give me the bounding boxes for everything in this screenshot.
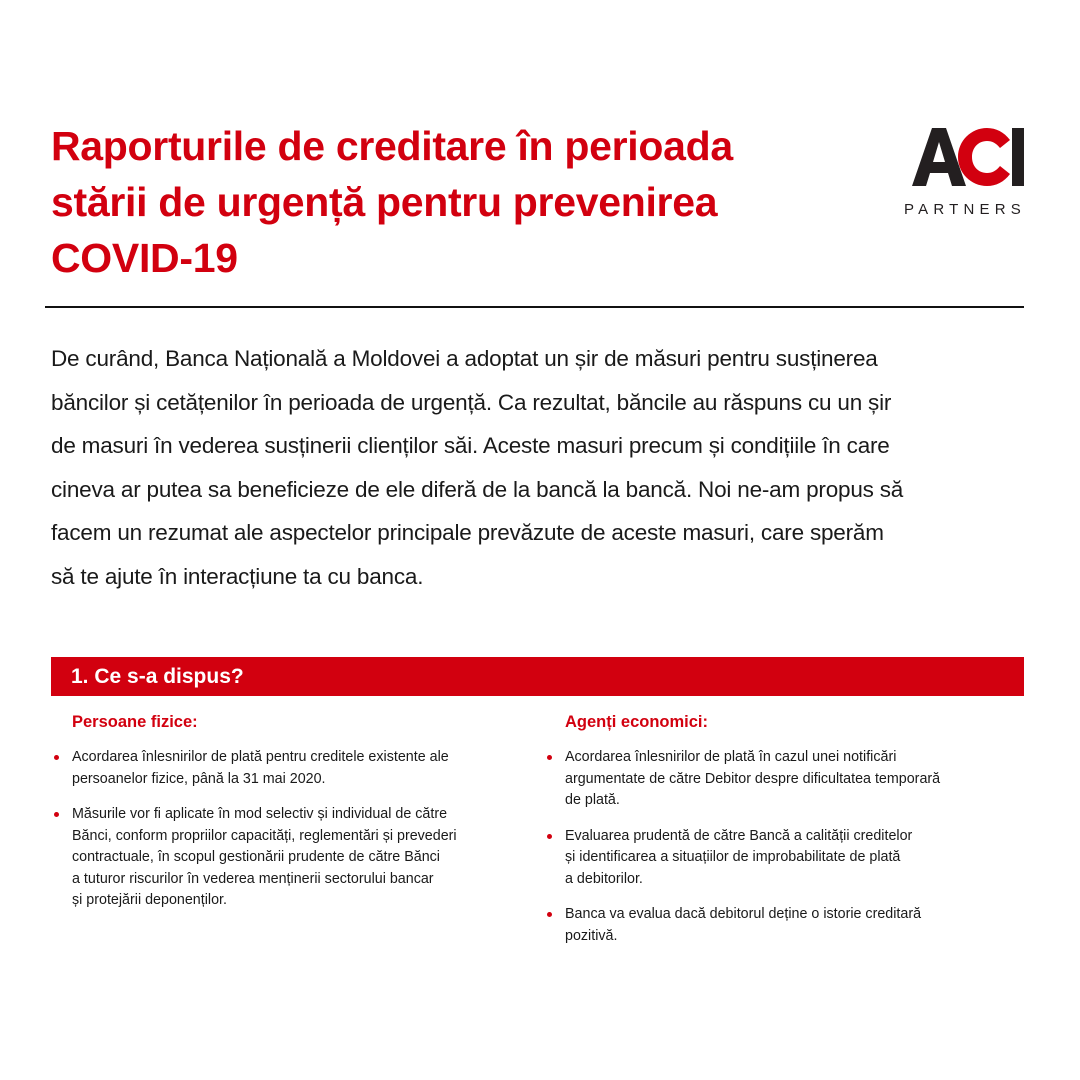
- bullet-icon: [54, 812, 59, 817]
- bullet-line: și identificarea a situațiilor de improbabilitate de plată: [565, 849, 901, 865]
- section-title: 1. Ce s-a dispus?: [71, 665, 244, 688]
- bullet-line: argumentate de către Debitor despre dificultatea temporară: [565, 770, 941, 787]
- bullet-line: a tuturor riscurilor în vederea menținerii sectorului bancar: [72, 870, 434, 887]
- bullet-list: [52, 747, 522, 912]
- column-persoane-fizice: [52, 709, 522, 926]
- intro-line: De curând, Banca Națională a Moldovei a adoptat un șir de măsuri pentru susținerea: [51, 346, 878, 371]
- column-heading: Agenți economici:: [565, 713, 709, 731]
- intro-line: cineva ar putea sa beneficieze de ele diferă de la bancă la bancă. Noi ne-am propus să: [51, 476, 904, 502]
- bullet-line: și protejării deponenților.: [72, 892, 227, 908]
- bullet-line: Acordarea înlesnirilor de plată în cazul unei notificări: [565, 749, 897, 765]
- intro-line: băncilor și cetățenilor în perioada de urgență. Ca rezultat, băncile au răspuns cu un șir: [51, 389, 892, 415]
- intro-line: facem un rezumat ale aspectelor principale prevăzute de aceste masuri, care sperăm: [51, 520, 884, 545]
- list-item: [545, 747, 1025, 812]
- intro-paragraph: [51, 337, 1036, 598]
- aci-logo-icon: [900, 124, 1030, 220]
- bullet-line: Bănci, conform propriilor capacități, reglementări și prevederi: [72, 827, 457, 844]
- list-item: [52, 804, 522, 912]
- logo-letter-a: [912, 128, 966, 186]
- list-item: [52, 747, 522, 790]
- section-header-bar: [51, 657, 1024, 696]
- aci-partners-logo: [900, 124, 1030, 220]
- title-divider: [45, 306, 1024, 308]
- bullet-icon: [547, 834, 552, 839]
- bullet-icon: [54, 755, 59, 760]
- page-title: [51, 118, 851, 286]
- bullet-line: a debitorilor.: [565, 870, 643, 887]
- intro-line: să te ajute în interacțiune ta cu banca.: [51, 563, 424, 589]
- bullet-line: persoanelor fizice, până la 31 mai 2020.: [72, 770, 326, 787]
- bullet-icon: [547, 912, 552, 917]
- column-agenti-economici: [545, 709, 1025, 961]
- bullet-line: pozitivă.: [565, 927, 618, 944]
- bullet-line: Banca va evalua dacă debitorul deține o istorie creditară: [565, 906, 922, 922]
- bullet-line: contractuale, în scopul gestionării prudente de către Bănci: [72, 849, 440, 865]
- intro-line: de masuri în vederea susținerii clienților săi. Aceste masuri precum și condițiile în care: [51, 433, 890, 458]
- bullet-line: Măsurile vor fi aplicate în mod selectiv și individual de către: [72, 806, 448, 822]
- title-line: Raporturile de creditare în perioada: [51, 123, 733, 169]
- column-heading: Persoane fizice:: [72, 713, 198, 731]
- bullet-line: Evaluarea prudentă de către Bancă a calității creditelor: [565, 827, 913, 844]
- bullet-icon: [547, 755, 552, 760]
- logo-subtitle: PARTNERS: [904, 201, 1026, 218]
- title-line: stării de urgență pentru prevenirea: [51, 179, 718, 225]
- logo-letter-i: [1012, 128, 1024, 186]
- bullet-list: [545, 747, 1025, 947]
- bullet-line: Acordarea înlesnirilor de plată pentru creditele existente ale: [72, 749, 449, 765]
- list-item: [545, 904, 1025, 947]
- list-item: [545, 826, 1025, 891]
- logo-letter-c: [958, 128, 1010, 186]
- title-line: COVID-19: [51, 235, 238, 281]
- bullet-line: de plată.: [565, 792, 620, 808]
